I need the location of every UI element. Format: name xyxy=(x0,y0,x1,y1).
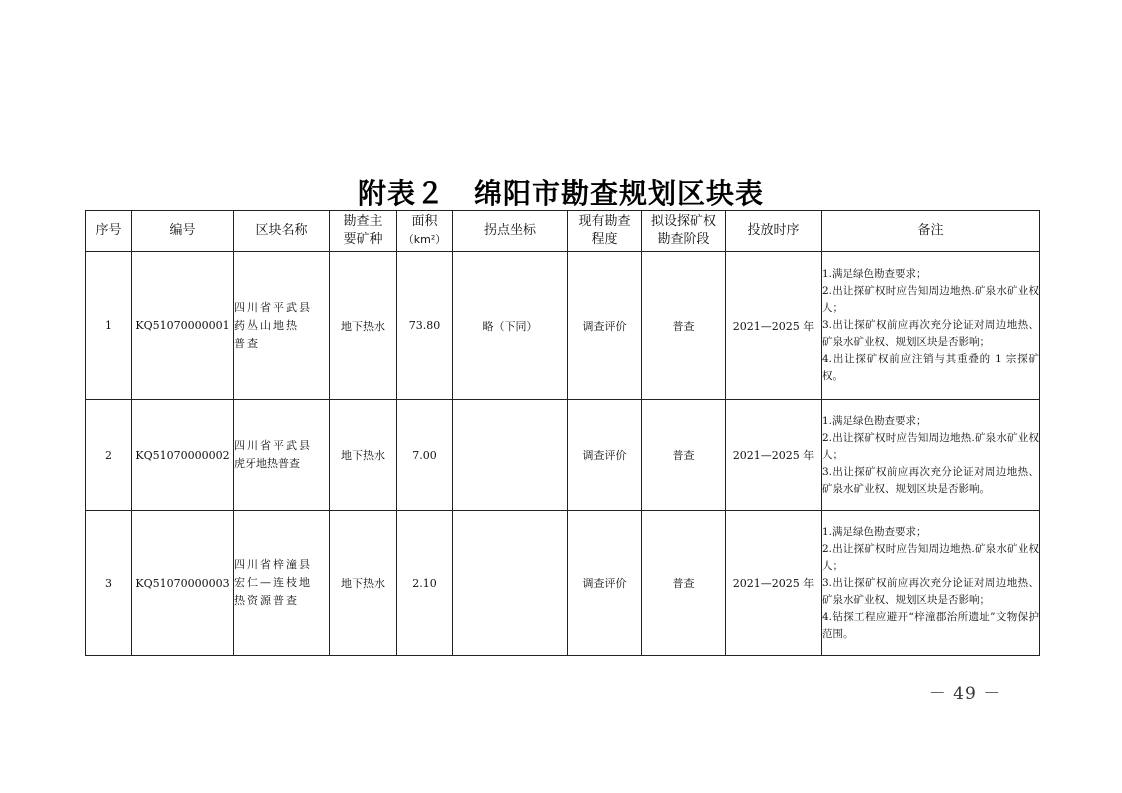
block-name-line: 四川省平武县 xyxy=(234,300,312,314)
cell-area: 2.10 xyxy=(397,511,453,656)
header-status-line1: 现有勘查 xyxy=(578,214,631,229)
header-seq: 序号 xyxy=(86,211,132,252)
header-mineral-line1: 勘查主 xyxy=(343,214,383,229)
cell-coords xyxy=(453,511,568,656)
cell-status: 调查评价 xyxy=(568,511,642,656)
header-mineral xyxy=(330,211,397,252)
header-area-line2: （km²） xyxy=(402,233,447,246)
table-row xyxy=(86,511,1040,656)
cell-block-name xyxy=(234,252,330,400)
cell-remarks xyxy=(822,511,1040,656)
block-name-line: 四川省平武县 xyxy=(234,439,312,452)
cell-area: 73.80 xyxy=(397,252,453,400)
header-remarks: 备注 xyxy=(822,211,1040,252)
header-area xyxy=(397,211,453,252)
header-status xyxy=(568,211,642,252)
table-row xyxy=(86,252,1040,400)
planning-blocks-table xyxy=(85,210,1040,656)
cell-block-name xyxy=(234,400,330,511)
table-row xyxy=(86,400,1040,511)
cell-status: 调查评价 xyxy=(568,252,642,400)
remark-item: 2.出让探矿权时应告知周边地热.矿泉水矿业权人； xyxy=(822,542,1039,572)
cell-code: KQ51070000002 xyxy=(132,400,234,511)
page-title: 附表２ 绵阳市勘查规划区块表 xyxy=(357,177,764,210)
cell-block-name xyxy=(234,511,330,656)
remark-item: 3.出让探矿权前应再次充分论证对周边地热、矿泉水矿业权、规划区块是否影响； xyxy=(822,319,1039,348)
cell-mineral: 地下热水 xyxy=(330,400,397,511)
remark-item: 1.满足绿色勘查要求； xyxy=(822,525,927,538)
remark-item: 3.出让探矿权前应再次充分论证对周边地热、矿泉水矿业权、规划区块是否影响。 xyxy=(822,465,1039,495)
cell-stage: 普查 xyxy=(642,252,726,400)
header-stage xyxy=(642,211,726,252)
header-stage-line2: 勘查阶段 xyxy=(657,232,710,247)
cell-period: 2021—2025 年 xyxy=(726,252,822,400)
cell-seq: 3 xyxy=(86,511,132,656)
cell-code: KQ51070000003 xyxy=(132,511,234,656)
header-period: 投放时序 xyxy=(726,211,822,252)
header-status-line2: 程度 xyxy=(591,232,618,247)
remark-item: 4.出让探矿权前应注销与其重叠的 1 宗探矿权。 xyxy=(822,353,1039,382)
cell-code: KQ51070000001 xyxy=(132,252,234,400)
block-name-line: 宏仁—连枝地 xyxy=(234,576,312,589)
cell-mineral: 地下热水 xyxy=(330,252,397,400)
header-code: 编号 xyxy=(132,211,234,252)
block-name-line: 四川省梓潼县 xyxy=(234,558,312,571)
cell-seq: 1 xyxy=(86,252,132,400)
block-name-line: 普查 xyxy=(234,336,260,350)
remark-item: 1.满足绿色勘查要求； xyxy=(822,268,927,280)
cell-mineral: 地下热水 xyxy=(330,511,397,656)
remark-item: 3.出让探矿权前应再次充分论证对周边地热、矿泉水矿业权、规划区块是否影响； xyxy=(822,576,1039,606)
remark-item: 2.出让探矿权时应告知周边地热.矿泉水矿业权人； xyxy=(822,431,1039,461)
block-name-line: 药丛山地热 xyxy=(234,318,299,332)
cell-stage: 普查 xyxy=(642,400,726,511)
remark-item: 2.出让探矿权时应告知周边地热.矿泉水矿业权人； xyxy=(822,285,1039,314)
remark-item: 1.满足绿色勘查要求； xyxy=(822,414,927,427)
header-coords: 拐点坐标 xyxy=(453,211,568,252)
remark-item: 4.钻探工程应避开“梓潼郡治所遗址”文物保护范围。 xyxy=(822,610,1039,640)
cell-coords xyxy=(453,400,568,511)
cell-remarks xyxy=(822,252,1040,400)
cell-remarks xyxy=(822,400,1040,511)
header-stage-line1: 拟设探矿权 xyxy=(650,214,716,229)
header-mineral-line2: 要矿种 xyxy=(343,232,383,247)
cell-coords: 略（下同） xyxy=(453,252,568,400)
block-name-line: 热资源普查 xyxy=(234,594,299,607)
header-name: 区块名称 xyxy=(234,211,330,252)
block-name-line: 虎牙地热普查 xyxy=(234,457,300,470)
header-area-line1: 面积 xyxy=(411,214,438,229)
cell-status: 调查评价 xyxy=(568,400,642,511)
table-header-row xyxy=(86,211,1040,252)
cell-area: 7.00 xyxy=(397,400,453,511)
cell-seq: 2 xyxy=(86,400,132,511)
page-number: － 49 － xyxy=(928,684,1002,704)
cell-stage: 普查 xyxy=(642,511,726,656)
cell-period: 2021—2025 年 xyxy=(726,400,822,511)
cell-period: 2021—2025 年 xyxy=(726,511,822,656)
